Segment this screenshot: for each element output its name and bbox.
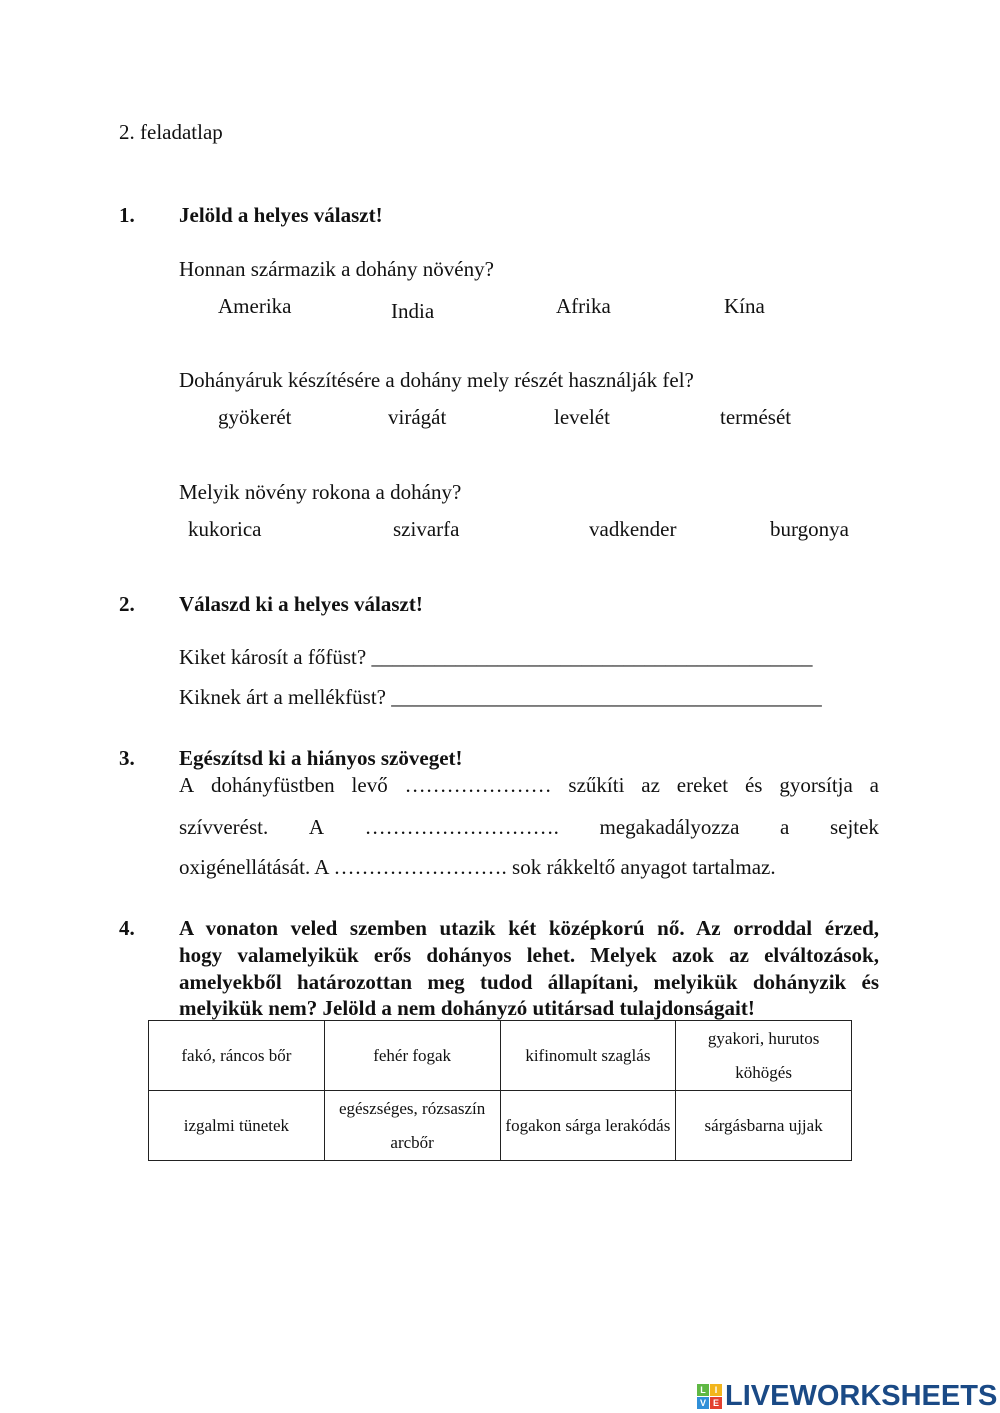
q4-title-4: melyikük nem? Jelöld a nem dohányzó utitársad tulajdonságait! <box>179 996 755 1020</box>
logo-letter: E <box>710 1397 722 1409</box>
q4-title-3: amelyekből határozottan meg tudod állapítani, melyikük dohányzik és <box>179 970 879 994</box>
logo-letter: L <box>697 1384 709 1396</box>
q4-title-1: A vonaton veled szemben utazik két középkorú nő. Az orroddal érzed, <box>179 916 879 940</box>
logo-letter: I <box>710 1384 722 1396</box>
word: és <box>744 773 763 797</box>
table-cell[interactable]: fehér fogak <box>324 1021 500 1091</box>
q3-number: 3. <box>119 746 135 770</box>
option-burgonya[interactable]: burgonya <box>770 517 849 541</box>
word: sejtek <box>829 815 879 839</box>
q3-title: Egészítsd ki a hiányos szöveget! <box>179 746 463 770</box>
word: gyorsítja <box>779 773 853 797</box>
q3-text-line-3[interactable]: oxigénellátását. A ……………………. sok rákkeltő anyagot tartalmaz. <box>179 855 776 879</box>
table-cell[interactable]: kifinomult szaglás <box>500 1021 676 1091</box>
table-cell[interactable]: egészséges, rózsaszín arcbőr <box>324 1091 500 1161</box>
q2-question-2: Kiknek árt a mellékfüst? <box>179 685 387 709</box>
traits-table <box>148 1020 852 1161</box>
word: A <box>308 815 325 839</box>
word: levő <box>351 773 388 797</box>
option-viragat[interactable]: virágát <box>388 405 447 429</box>
q3-text-line-1 <box>179 773 879 798</box>
q3-text-line-2 <box>179 815 879 840</box>
table-cell[interactable]: sárgásbarna ujjak <box>676 1091 852 1161</box>
option-vadkender[interactable]: vadkender <box>589 517 677 541</box>
word: a <box>780 815 790 839</box>
table-row <box>149 1021 852 1091</box>
q2-number: 2. <box>119 592 135 616</box>
word: szívverést. <box>179 815 269 839</box>
logo-letter: V <box>697 1397 709 1409</box>
option-gyokeret[interactable]: gyökerét <box>218 405 292 429</box>
liveworksheets-logo <box>697 1380 997 1413</box>
option-kukorica[interactable]: kukorica <box>188 517 262 541</box>
q1-number: 1. <box>119 203 135 227</box>
q2-question-1: Kiket károsít a főfüst? <box>179 645 367 669</box>
word: a <box>869 773 879 797</box>
q1c-question: Melyik növény rokona a dohány? <box>179 480 462 504</box>
worksheet-header: 2. feladatlap <box>119 120 223 144</box>
option-india[interactable]: India <box>391 299 435 323</box>
word: ereket <box>676 773 729 797</box>
table-cell[interactable]: izgalmi tünetek <box>149 1091 325 1161</box>
logo-blocks-icon <box>697 1384 722 1409</box>
fill-blank-2[interactable]: ………………………. <box>364 815 559 839</box>
word: az <box>641 773 660 797</box>
table-cell[interactable]: fogakon sárga lerakódás <box>500 1091 676 1161</box>
q2-answer-blank-1[interactable]: __________________________________________ <box>371 645 813 669</box>
table-row <box>149 1091 852 1161</box>
word: dohányfüstben <box>211 773 335 797</box>
fill-blank-1[interactable]: ………………… <box>404 773 552 797</box>
option-kina[interactable]: Kína <box>724 294 765 318</box>
q1a-question: Honnan származik a dohány növény? <box>179 257 494 281</box>
word: megakadályozza <box>599 815 740 839</box>
q2-line-2 <box>179 685 822 710</box>
option-termeset[interactable]: termését <box>720 405 792 429</box>
logo-text: LIVEWORKSHEETS <box>725 1380 998 1412</box>
word: A <box>179 773 195 797</box>
option-levelet[interactable]: levelét <box>554 405 610 429</box>
option-szivarfa[interactable]: szivarfa <box>393 517 460 541</box>
option-afrika[interactable]: Afrika <box>556 294 611 318</box>
q2-answer-blank-2[interactable]: _________________________________________ <box>391 685 822 709</box>
q4-number: 4. <box>119 916 135 940</box>
word: szűkíti <box>568 773 625 797</box>
q2-line-1 <box>179 645 812 670</box>
option-amerika[interactable]: Amerika <box>218 294 292 318</box>
q1-title: Jelöld a helyes választ! <box>179 203 383 227</box>
table-cell[interactable]: gyakori, hurutos köhögés <box>676 1021 852 1091</box>
q1b-question: Dohányáruk készítésére a dohány mely részét használják fel? <box>179 368 694 392</box>
q2-title: Válaszd ki a helyes választ! <box>179 592 423 616</box>
q4-title-2: hogy valamelyikük erős dohányos lehet. Melyek azok az elváltozások, <box>179 943 879 967</box>
table-cell[interactable]: fakó, ráncos bőr <box>149 1021 325 1091</box>
